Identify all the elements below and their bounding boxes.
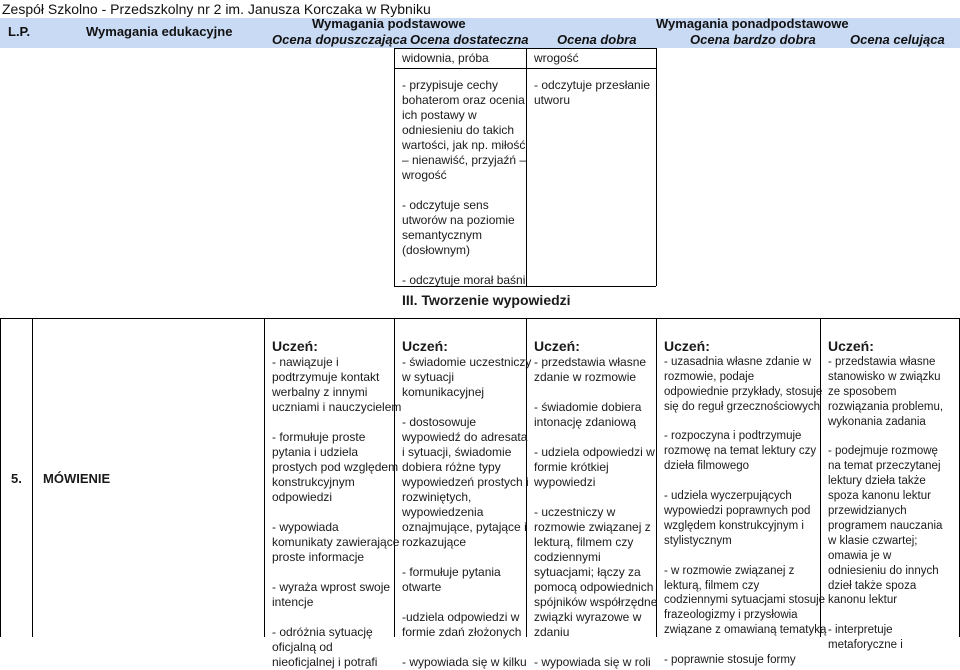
header-wymagania-edukacyjne: Wymagania edukacyjne [86,24,233,39]
uczen-label: Uczeń: [534,338,580,354]
item-number: 5. [11,471,22,486]
grid-line [0,318,1,637]
cell-text: - przedstawia własne stanowisko w związku ze sposobem rozwiązania problemu, wykonania zadania - podejmuje rozmowę na temat przeczytanej lektury dzieła także spoza kanonu lektur przewidzianych programem nauczania w klasie czwartej; omawia je w odniesieniu do innych dzieł także spoza kanonu lektur - interpretuje metaforyczne i [828,355,944,652]
header-wymagania-ponadpodstawowe: Wymagania ponadpodstawowe [656,16,849,31]
grid-line [656,48,657,286]
grid-line [526,48,527,286]
cell-ocena-celujaca [828,323,943,653]
header-ocena-celujaca: Ocena celująca [850,32,945,47]
header-ocena-dopuszczajaca: Ocena dopuszczająca [272,32,408,47]
cell-ocena-bardzo-dobra [664,323,826,668]
row1-dobra-cell: wrogość [534,51,579,65]
grid-line [32,318,33,637]
cell-ocena-dostateczna [402,323,531,670]
cell-ocena-dobra [534,323,657,670]
row2-dobra-cell: - odczytuje przesłanie utworu [534,78,651,107]
uczen-label: Uczeń: [828,337,874,354]
grid-line [394,68,656,69]
item-name: MÓWIENIE [43,471,111,486]
cell-text: - nawiązuje i podtrzymuje kontakt werbalny z innymi uczniami i nauczycielem - formułuje proste pytania i udziela prostych pod względem konstrukcyjnym odpowiedzi - wypowiada komunikaty zawierające proste informacje - wyraża wprost swoje intencje - odróżnia sytuację oficjalną od nieoficjalnej i potrafi [272,355,402,669]
uczen-label: Uczeń: [664,337,710,354]
uczen-label: Uczeń: [402,338,448,354]
table-header [0,18,960,48]
uczen-label: Uczeń: [272,338,318,354]
header-ocena-dobra: Ocena dobra [557,32,637,47]
row2-dostateczna-cell: - przypisuje cechy bohaterom oraz ocenia ich postawy w odniesieniu do takich wartości, jak np. miłość – nienawiść, przyjaźń – wrogość - odczytuje sens utworów na poziomie semantycznym (dosłownym) - odczytuje morał baśni [402,78,527,287]
grid-line [394,48,395,286]
row1-dostateczna-cell: widownia, próba [402,51,489,65]
header-lp: L.P. [8,24,31,39]
grid-line [264,318,265,637]
school-title: Zespół Szkolno - Przedszkolny nr 2 im. Janusza Korczaka w Rybniku [2,1,431,17]
cell-text: - świadomie uczestniczy w sytuacji komunikacyjnej - dostosowuje wypowiedź do adresata i sytuacji, świadomie dobiera różne typy wypowiedzeń prostych i rozwiniętych, wypowiedzenia oznajmujące, pytające i rozkazujące - formułuje pytania otwarte -udziela odpowiedzi w formie zdań złożonych - wypowiada się w kilku [402,355,532,669]
section-title: III. Tworzenie wypowiedzi [402,292,571,308]
cell-text: - uzasadnia własne zdanie w rozmowie, podaje odpowiednie przykłady, stosuje się do reguł grzecznościowych - rozpoczyna i podtrzymuje rozmowę na temat lektury czy dzieła filmowego - udziela wyczerpujących wypowiedzi poprawnych pod względem konstrukcyjnym i stylistycznym - w rozmowie związanej z lekturą, filmem czy codziennymi sytuacjami stosuje frazeologizmy i przysłowia związane z omawianą tematyką - poprawnie stosuje formy [664,355,827,667]
cell-ocena-dopuszczajaca [272,323,401,670]
cell-text: - przedstawia własne zdanie w rozmowie - świadomie dobiera intonację zdaniową - udziela odpowiedzi w formie krótkiej wypowiedzi - uczestniczy w rozmowie związanej z lekturą, filmem czy codziennymi sytuacjami; łączy za pomocą odpowiednich spójników współrzędne związki wyrazowe w zdaniu - wypowiada się w roli [534,355,658,669]
header-wymagania-podstawowe: Wymagania podstawowe [312,16,466,31]
header-ocena-dostateczna: Ocena dostateczna [410,32,529,47]
grid-line [394,48,656,49]
header-ocena-bardzo-dobra: Ocena bardzo dobra [690,32,816,47]
grid-line [0,318,960,319]
